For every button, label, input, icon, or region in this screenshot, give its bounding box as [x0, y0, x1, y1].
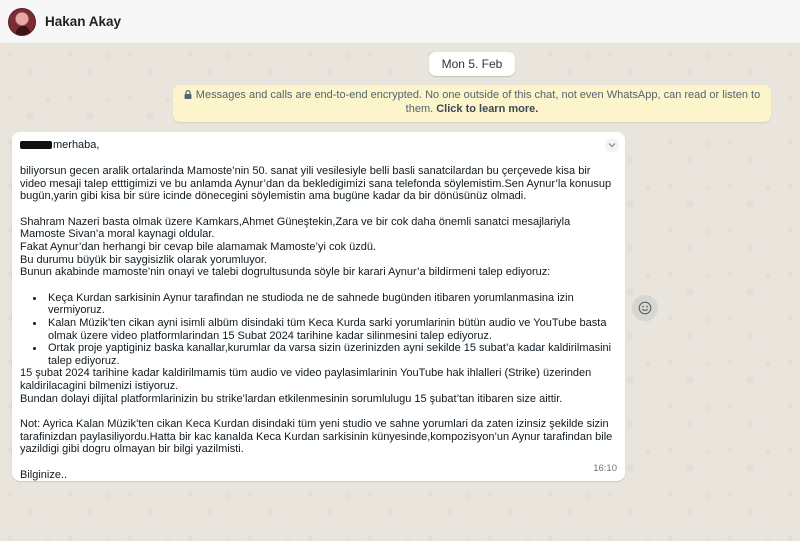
learn-more-link[interactable]: Click to learn more. [436, 103, 539, 115]
chevron-down-icon[interactable] [605, 138, 619, 152]
avatar[interactable] [8, 8, 36, 36]
list-item: Ortak proje yaptiginiz baska kanallar,kurumlar da varsa sizin üzerinizden ayni sekilde 15 subat’a kadar kaldirilmasini talep ediyoruz. [48, 342, 617, 367]
encryption-notice[interactable] [173, 85, 771, 122]
message-line: Fakat Aynur’dan herhangi bir cevap bile alamamak Mamoste’yi cok üzdü. [20, 240, 377, 253]
message-timestamp: 16:10 [593, 463, 617, 475]
encryption-notice-text: Messages and calls are end-to-end encrypted. No one outside of this chat, not even WhatsApp, can read or listen to them. [195, 89, 761, 115]
smiley-icon[interactable] [632, 295, 658, 321]
greeting-text: merhaba, [53, 138, 100, 151]
message-line: Bundan dolayi dijital platformlarinizin bu strike’lardan etkilenmesinin sorumlulugu 15 şubat’tan itibaren size aittir. [20, 392, 563, 405]
message-greeting [20, 138, 617, 152]
message-bullet-list [20, 292, 617, 368]
lock-icon [184, 90, 192, 99]
redacted-name [20, 141, 52, 149]
message-paragraph: 15 şubat 2024 tarihine kadar kaldirilmamis tüm audio ve video paylasimlarinin YouTube hak ihlalleri (Strike) üzerinden kaldirilacagini bilmenizi istiyoruz. [20, 367, 592, 392]
message-bubble[interactable] [12, 132, 625, 481]
message-signoff: Bilginize.. [20, 468, 68, 481]
date-separator: Mon 5. Feb [429, 52, 515, 76]
list-item: Kalan Müzik’ten cikan ayni isimli albüm disindaki tüm Keca Kurda sarki yorumlarinin bütün audio ve YouTube basta olmak üzere video platformlarindan 15 Subat 2024 tarihine kadar silinmesini talep ediyoruz. [48, 317, 617, 342]
contact-name[interactable]: Hakan Akay [45, 14, 122, 29]
message-line: Bunun akabinde mamoste’nin onayi ve talebi dogrultusunda söyle bir karari Aynur’a bildirmeni talep ediyoruz: [20, 266, 551, 279]
list-item: Keça Kurdan sarkisinin Aynur tarafindan ne studioda ne de sahnede bugünden itibaren yorumlanmasina izin vermiyoruz. [48, 292, 617, 317]
message-paragraph: Shahram Nazeri basta olmak üzere Kamkars,Ahmet Güneştekin,Zara ve bir cok daha önemli sanatci mesajlariyla Mamoste Sivan’a moral kaynagi oldular. [20, 215, 571, 241]
message-paragraph: Not: Ayrica Kalan Müzik’ten cikan Keca Kurdan disindaki tüm yeni studio ve sahne yorumlari da zaten izinsiz şekilde sizin tarafinizdan paylasiliyordu.Hatta bir kac kanalda Keca Kurdan sarkisinin künyesinde,kompozisyon’un Aynur tarafindan bile yazildigi gibi dogru olmayan bir bilgi yazilmisti. [20, 418, 613, 456]
chat-header[interactable] [0, 0, 800, 44]
message-paragraph: biliyorsun gecen aralik ortalarinda Mamoste’nin 50. sanat yili vesilesiyle belli basli sanatcilardan bu çerçevede kisa bir video mesaji talep etttigimizi ve bu anlamda Aynur’dan da bekledigimizi sana telefonda söylemistim.Sen Aynur’la konusup bugün,yarin gibi kisa bir süre icinde dönecegini söylemistin ama bugüne kadar da bir dönüsünüz olmadi. [20, 165, 612, 203]
message-line: Bu durumu büyük bir saygisizlik olarak yorumluyor. [20, 253, 267, 266]
